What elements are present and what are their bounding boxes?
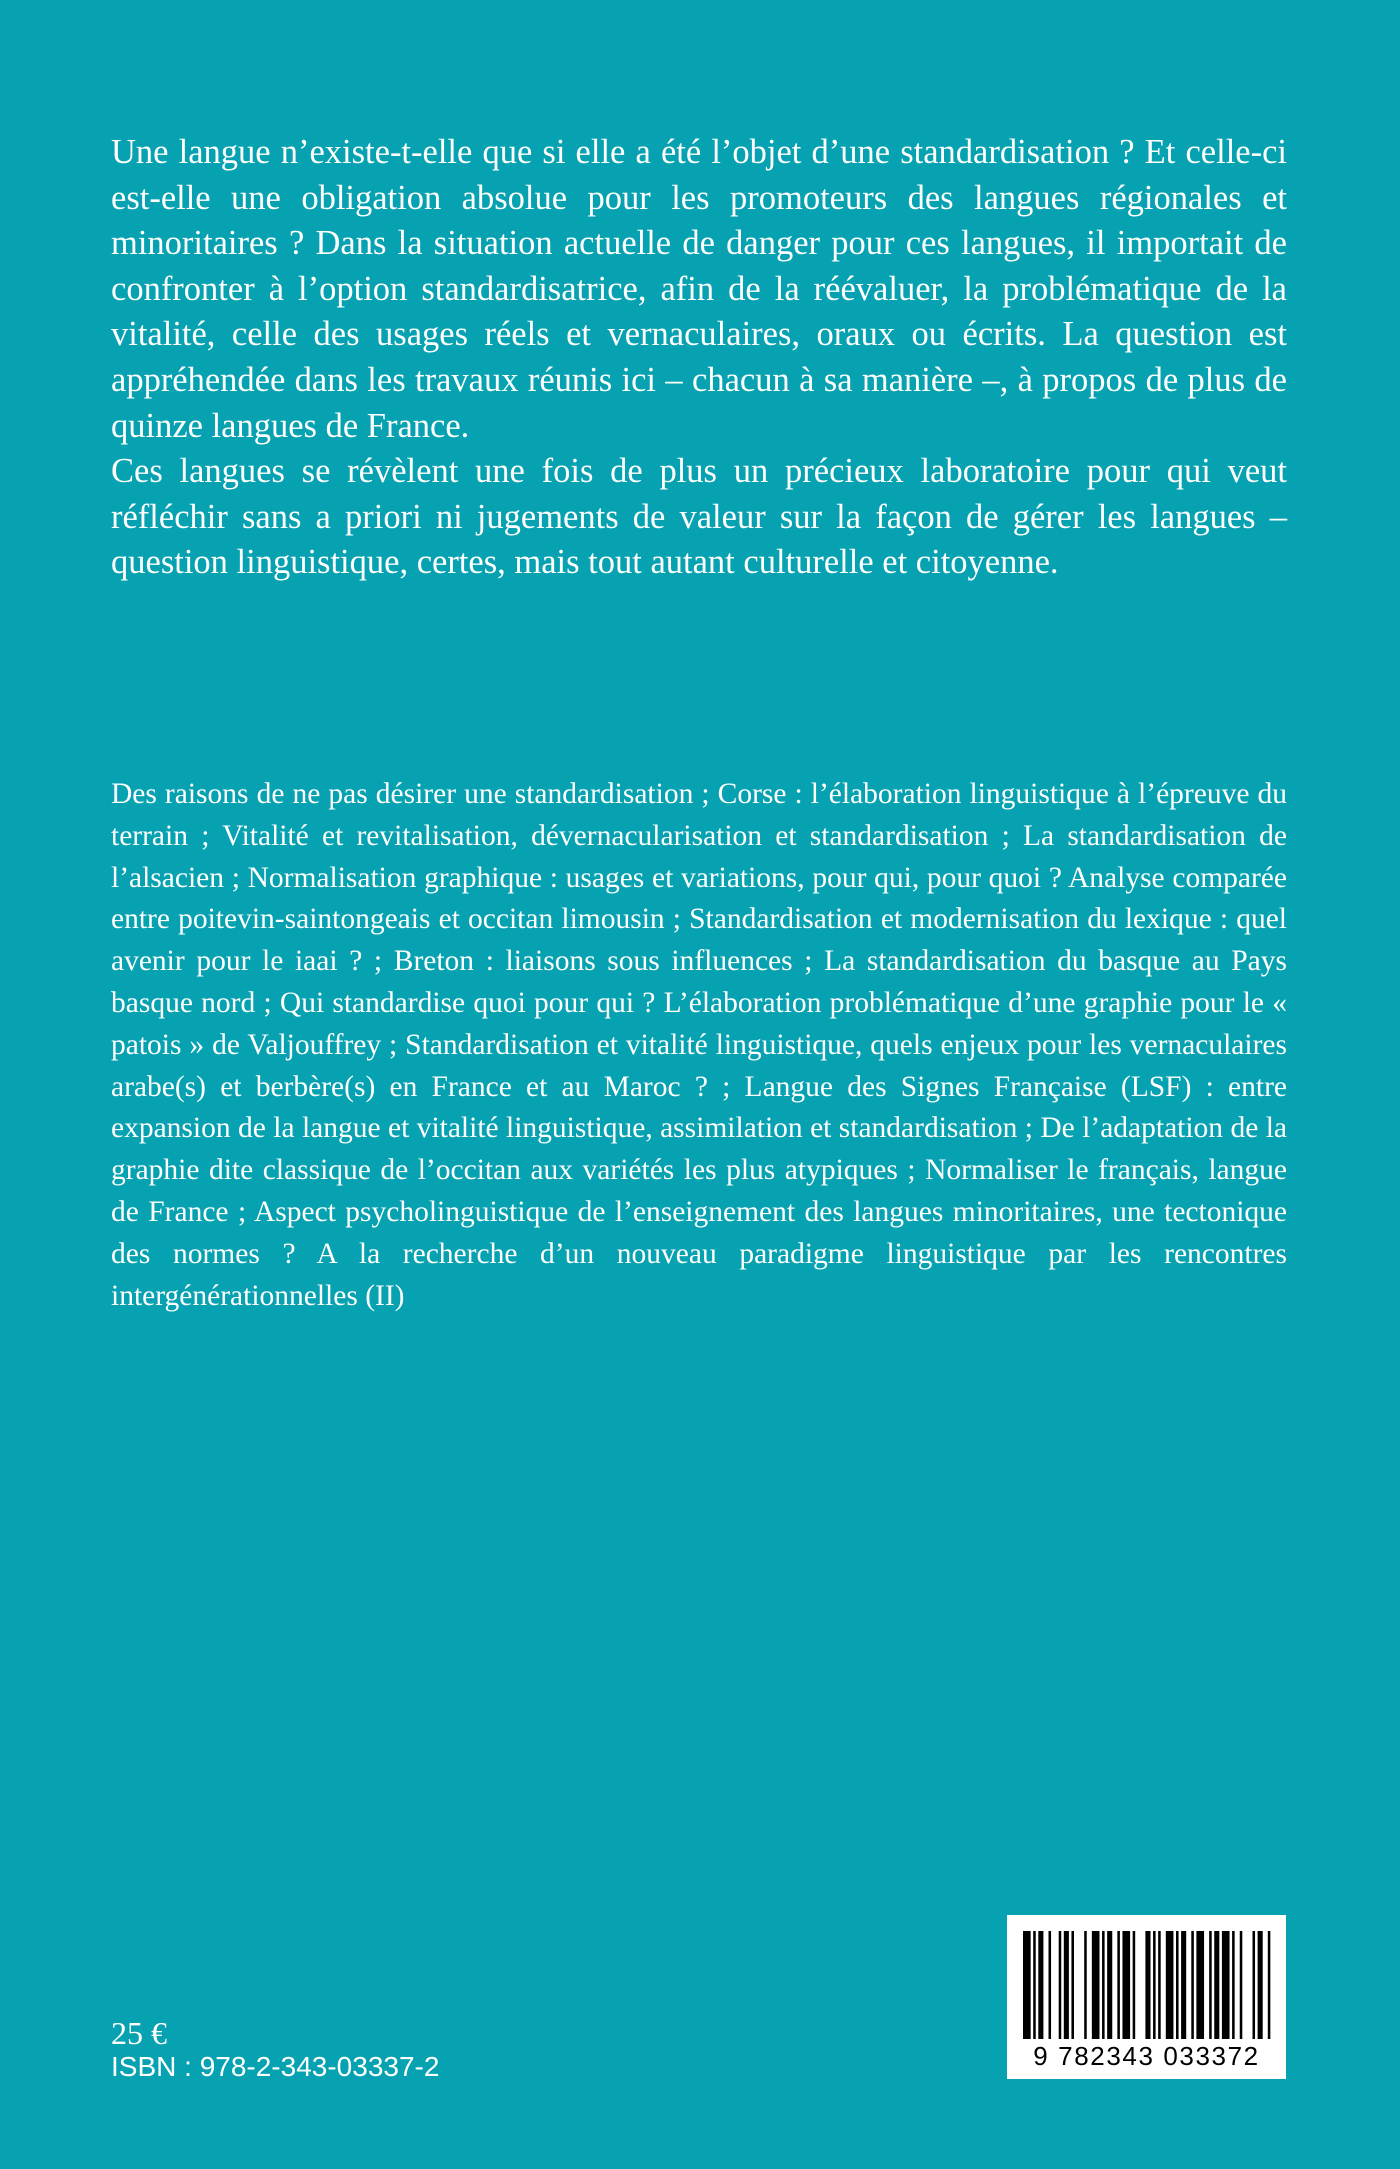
table-of-contents-block xyxy=(111,774,1287,1317)
barcode-bar xyxy=(1153,1931,1156,2039)
barcode-bar xyxy=(1253,1931,1256,2039)
barcode-bar xyxy=(1222,1931,1230,2039)
barcode-bar xyxy=(1232,1931,1235,2039)
barcode-bar xyxy=(1158,1931,1161,2039)
barcode-bar xyxy=(1268,1931,1271,2039)
barcode-bar xyxy=(1092,1931,1100,2039)
barcode xyxy=(1007,1915,1286,2079)
isbn-label: ISBN : 978-2-343-03337-2 xyxy=(111,2051,440,2082)
barcode-bar xyxy=(1023,1931,1031,2039)
barcode-bar xyxy=(1059,1931,1062,2039)
barcode-bar xyxy=(1117,1931,1120,2039)
barcode-bar xyxy=(1176,1931,1179,2039)
barcode-bar xyxy=(1181,1931,1186,2039)
price-label: 25 € xyxy=(111,2015,167,2051)
barcode-bar xyxy=(1191,1931,1194,2039)
barcode-bar xyxy=(1122,1931,1130,2039)
barcode-digits: 9 782343 033372 xyxy=(1033,2041,1260,2071)
blurb-text-block xyxy=(111,130,1287,586)
table-of-contents-text: Des raisons de ne pas désirer une standardisation ; Corse : l’élaboration linguistique à l’épreuve du terrain ; Vitalité et revitalisation, dévernacularisation et standardisation ; La standardisation de l’alsacien ; Normalisation graphique : usages et variations, pour qui, pour quoi ? Analyse comparée entre poitevin-saintongeais et occitan limousin ; Standardisation et modernisation du lexique : quel avenir pour le iaai ? ; Breton : liaisons sous influences ; La standardisation du basque au Pays basque nord ; Qui standardise quoi pour qui ? L’élaboration problématique d’une graphie pour le « patois » de Valjouffrey ; Standardisation et vitalité linguistique, quels enjeux pour les vernaculaires arabe(s) et berbère(s) en France et au Maroc ? ; Langue des Signes Française (LSF) : entre expansion de la langue et vitalité linguistique, assimilation et standardisation ; De l’adaptation de la graphie dite classique de l’occitan aux variétés les plus atypiques ; Normaliser le français, langue de France ; Aspect psycholinguistique de l’enseignement des langues minoritaires, une tectonique des normes ? A la recherche d’un nouveau paradigme linguistique par les rencontres intergénérationnelles (II) xyxy=(111,778,1287,1312)
barcode-bar xyxy=(1240,1931,1243,2039)
barcode-bar xyxy=(1084,1931,1087,2039)
barcode-bar xyxy=(1049,1931,1052,2039)
blurb-paragraph-2: Ces langues se révèlent une fois de plus un précieux laboratoire pour qui veut réfléchir sans a priori ni jugements de valeur sur la façon de gérer les langues – question linguistique, certes, mais tout autant culturelle et citoyenne. xyxy=(111,452,1287,582)
barcode-bar xyxy=(1166,1931,1174,2039)
barcode-bar xyxy=(1064,1931,1069,2039)
barcode-bar xyxy=(1133,1931,1136,2039)
barcode-bar xyxy=(1038,1931,1043,2039)
barcode-bar xyxy=(1033,1931,1036,2039)
barcode-bar xyxy=(1071,1931,1074,2039)
barcode-bar xyxy=(1214,1931,1219,2039)
barcode-bar xyxy=(1209,1931,1212,2039)
barcode-bar xyxy=(1145,1931,1150,2039)
barcode-bar xyxy=(1107,1931,1112,2039)
barcode-bar xyxy=(1102,1931,1105,2039)
barcode-bar xyxy=(1196,1931,1204,2039)
blurb-paragraph-1: Une langue n’existe-t-elle que si elle a été l’objet d’une standardisation ? Et celle-ci est-elle une obligation absolue pour les promoteurs des langues régionales et minoritaires ? Dans la situation actuelle de danger pour ces langues, il importait de confronter à l’option standardisatrice, afin de la réévaluer, la problématique de la vitalité, celle des usages réels et vernaculaires, oraux ou écrits. La question est appréhendée dans les travaux réunis ici – chacun à sa manière –, à propos de plus de quinze langues de France. xyxy=(111,133,1287,445)
barcode-bar xyxy=(1258,1931,1263,2039)
